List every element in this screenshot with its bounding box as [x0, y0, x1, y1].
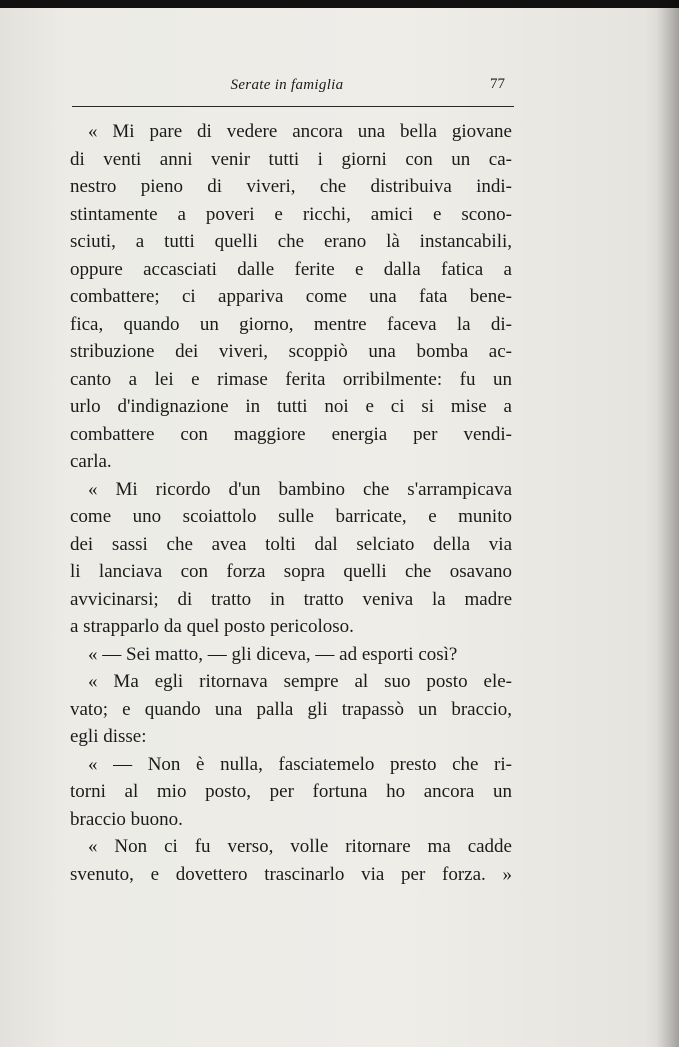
text-line: li lanciava con forza sopra quelli che osavano: [70, 561, 512, 582]
text-line: dei sassi che avea tolti dal selciato della via: [70, 533, 512, 555]
text-line: svenuto, e dovettero trascinarlo via per forza. »: [70, 863, 512, 885]
text-line: stribuzione dei viveri, scoppiò una bomba ac-: [70, 341, 512, 362]
text-line: torni al mio posto, per fortuna ho ancora un: [70, 781, 512, 802]
text-line: « — Non è nulla, fasciatemelo presto che ri-: [88, 753, 512, 775]
text-line: sciuti, a tutti quelli che erano là instancabili,: [70, 231, 512, 252]
text-line: nestro pieno di viveri, che distribuiva indi-: [70, 176, 512, 197]
text-line: « Mi ricordo d'un bambino che s'arrampicava: [88, 478, 512, 500]
page-edge-shadow: [657, 0, 679, 1047]
text-line: « Non ci fu verso, volle ritornare ma cadde: [88, 836, 512, 857]
text-line: oppure accasciati dalle ferite e dalla fatica a: [70, 258, 512, 280]
text-line: braccio buono.: [70, 808, 183, 830]
text-line: combattere con maggiore energia per vendi-: [70, 423, 512, 445]
text-line: « Ma egli ritornava sempre al suo posto ele-: [88, 671, 512, 692]
text-line: urlo d'indignazione in tutti noi e ci si mise a: [70, 396, 512, 417]
text-line: canto a lei e rimase ferita orribilmente: fu un: [70, 368, 512, 390]
text-line: avvicinarsi; di tratto in tratto veniva la madre: [70, 588, 512, 610]
header-rule: [72, 106, 514, 107]
text-line: stintamente a poveri e ricchi, amici e scono-: [70, 203, 512, 225]
body-text: [70, 118, 512, 888]
running-title: Serate in famiglia: [230, 77, 344, 93]
text-line: fica, quando un giorno, mentre faceva la di-: [70, 313, 512, 335]
text-line: « — Sei matto, — gli diceva, — ad esporti così?: [88, 643, 458, 665]
text-line: come uno scoiattolo sulle barricate, e munito: [70, 506, 512, 527]
text-line: egli disse:: [70, 726, 147, 747]
text-line: di venti anni venir tutti i giorni con un ca-: [70, 148, 512, 170]
text-line: a strapparlo da quel posto pericoloso.: [70, 616, 354, 637]
scan-top-border: [0, 0, 679, 8]
text-line: combattere; ci appariva come una fata bene-: [70, 286, 512, 307]
text-line: « Mi pare di vedere ancora una bella giovane: [88, 121, 512, 142]
page-number: 77: [490, 76, 505, 92]
text-line: carla.: [70, 451, 112, 472]
text-line: vato; e quando una palla gli trapassò un braccio,: [70, 698, 512, 720]
